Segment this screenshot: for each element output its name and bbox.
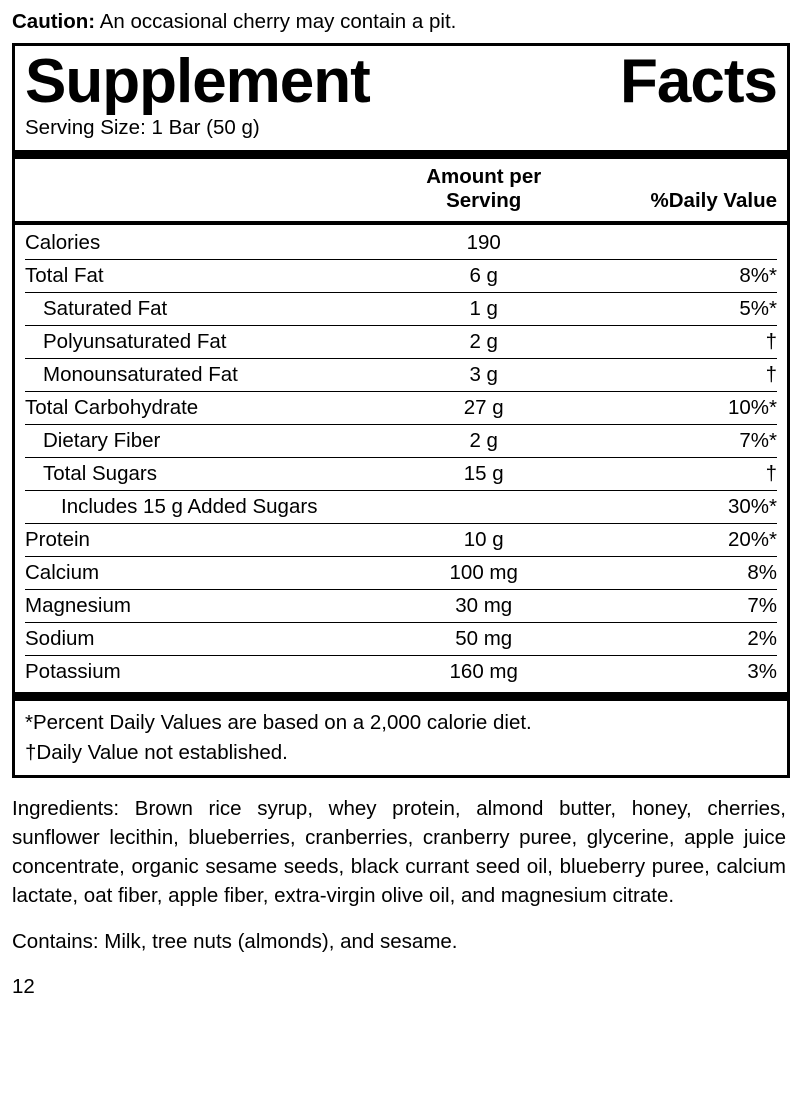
nutrient-amount: 30 mg — [386, 590, 582, 623]
rule-above-headers — [15, 150, 787, 159]
nutrient-dv: 3% — [581, 656, 777, 689]
table-row — [25, 524, 777, 557]
header-daily-value: %Daily Value — [650, 189, 777, 213]
nutrient-amount: 15 g — [386, 458, 582, 491]
nutrient-amount: 10 g — [386, 524, 582, 557]
nutrient-dv: † — [581, 458, 777, 491]
nutrient-name: Total Sugars — [25, 458, 386, 491]
nutrition-table — [25, 161, 777, 217]
nutrient-amount: 100 mg — [386, 557, 582, 590]
nutrient-name: Calcium — [25, 557, 386, 590]
nutrient-dv: † — [581, 326, 777, 359]
nutrient-dv: 2% — [581, 623, 777, 656]
panel-title-word-supplement: Supplement — [25, 46, 370, 116]
nutrient-rows-table — [25, 227, 777, 688]
caution-line — [0, 0, 800, 43]
table-row — [25, 458, 777, 491]
nutrient-dv: 30%* — [581, 491, 777, 524]
page-number: 12 — [12, 974, 35, 998]
table-row — [25, 326, 777, 359]
table-row — [25, 293, 777, 326]
nutrient-amount: 50 mg — [386, 623, 582, 656]
table-row — [25, 227, 777, 260]
nutrient-amount: 2 g — [386, 425, 582, 458]
footnotes-area — [15, 701, 787, 774]
panel-title-word-facts: Facts — [620, 46, 777, 116]
nutrient-amount: 2 g — [386, 326, 582, 359]
nutrient-dv: 8%* — [581, 260, 777, 293]
table-row — [25, 392, 777, 425]
nutrient-dv: 5%* — [581, 293, 777, 326]
nutrient-dv: 8% — [581, 557, 777, 590]
table-row — [25, 623, 777, 656]
nutrient-name: Total Fat — [25, 260, 386, 293]
caution-text: An occasional cherry may contain a pit. — [95, 10, 457, 33]
table-row — [25, 491, 777, 524]
nutrient-amount — [386, 491, 582, 524]
nutrient-amount: 160 mg — [386, 656, 582, 689]
nutrient-name: Protein — [25, 524, 386, 557]
nutrient-dv: † — [581, 359, 777, 392]
nutrient-name: Sodium — [25, 623, 386, 656]
header-amount-per-serving: Amount per Serving — [426, 165, 542, 213]
nutrient-name: Monounsaturated Fat — [25, 359, 386, 392]
nutrient-name: Polyunsaturated Fat — [25, 326, 386, 359]
nutrient-name: Saturated Fat — [25, 293, 386, 326]
footnotes — [25, 703, 777, 770]
nutrient-name: Potassium — [25, 656, 386, 689]
nutrient-amount: 6 g — [386, 260, 582, 293]
nutrient-name: Dietary Fiber — [25, 425, 386, 458]
supplement-facts-panel — [12, 43, 790, 778]
nutrient-name: Includes 15 g Added Sugars — [25, 491, 386, 524]
nutrient-name: Total Carbohydrate — [25, 392, 386, 425]
table-row — [25, 425, 777, 458]
table-header-row — [25, 161, 777, 217]
nutrient-name: Magnesium — [25, 590, 386, 623]
nutrient-amount: 27 g — [386, 392, 582, 425]
nutrient-dv — [581, 227, 777, 260]
nutrient-rows-area — [15, 225, 787, 692]
footnote-percent-daily-value: *Percent Daily Values are based on a 2,000 calorie diet. — [25, 711, 532, 735]
nutrient-amount: 1 g — [386, 293, 582, 326]
header-blank — [25, 161, 386, 217]
caution-label: Caution: — [12, 10, 96, 33]
nutrient-name: Calories — [25, 231, 101, 255]
nutrient-dv: 7%* — [581, 425, 777, 458]
panel-header-area — [15, 46, 787, 151]
nutrition-table-area — [15, 159, 787, 221]
nutrient-dv: 10%* — [581, 392, 777, 425]
nutrient-amount: 190 — [466, 231, 501, 255]
ingredients-text: Ingredients: Brown rice syrup, whey protein, almond butter, honey, cherries, sunflower lecithin, blueberries, cranberries, cranberry puree, glycerine, apple juice concentrate, organic sesame seeds, black currant seed oil, blueberry puree, calcium lactate, oat fiber, apple fiber, extra-virgin olive oil, and magnesium citrate. — [12, 796, 786, 908]
serving-size: Serving Size: 1 Bar (50 g) — [25, 115, 260, 139]
nutrient-dv: 7% — [581, 590, 777, 623]
table-row — [25, 557, 777, 590]
rule-above-footnotes — [15, 692, 787, 701]
table-row — [25, 590, 777, 623]
table-row — [25, 656, 777, 689]
panel-title — [25, 46, 777, 116]
nutrient-amount: 3 g — [386, 359, 582, 392]
nutrient-dv: 20%* — [581, 524, 777, 557]
table-row — [25, 359, 777, 392]
contains-allergens-text: Contains: Milk, tree nuts (almonds), and sesame. — [12, 930, 458, 954]
table-row — [25, 260, 777, 293]
footnote-daily-value-not-established: †Daily Value not established. — [25, 741, 288, 765]
